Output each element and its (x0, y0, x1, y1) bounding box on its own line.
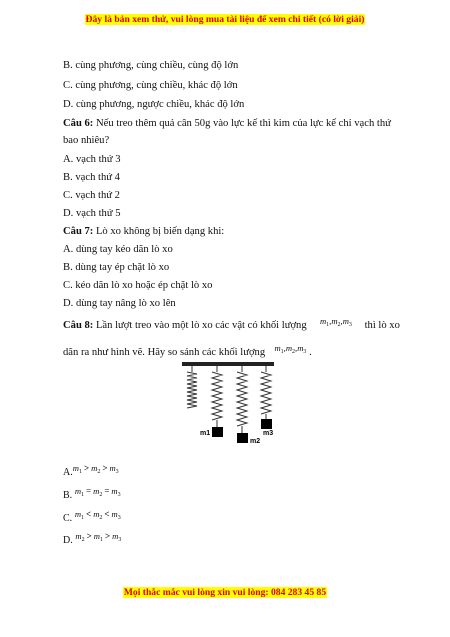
q7-option-b: B. dùng tay ép chặt lò xo (63, 262, 170, 273)
mass-m3-block (261, 419, 272, 429)
q8-masses-1: m1,m2,m3 (319, 316, 352, 328)
contact-footer: Mọi thắc mắc vui lòng xin vui lòng: 084 283 45 85 (123, 587, 327, 598)
q8-option-b: B. $m_1 = m_2 = m_3$ (63, 486, 121, 501)
q8-text-line2: dãn ra như hình vẽ. Hãy so sánh các khối lượng $^{m_1,m_2,m_3}$ . (63, 343, 312, 358)
mass-m2-block (237, 433, 248, 443)
q6-text-line1: Câu 6: Nếu treo thêm quả cân 50g vào lực kế thì kim của lực kế chỉ vạch thứ (63, 118, 391, 129)
q5-option-c: C. cùng phương, cùng chiều, khác độ lớn (63, 80, 238, 91)
label-m3: m3 (263, 430, 274, 437)
q6-text-line2: bao nhiêu? (63, 135, 110, 146)
q8-label: Câu 8: (63, 320, 94, 331)
q6-option-a: A. vạch thứ 3 (63, 154, 121, 165)
q8-option-d: D. $m_2 > m_1 > m_3$ (63, 531, 122, 546)
q8-masses-2: m1,m2,m3 (274, 343, 307, 355)
spring-1 (187, 366, 197, 408)
q8-option-a: $A.m_1 > m_2 > m_3$ (63, 463, 119, 478)
q7-text: Câu 7: Lò xo không bị biến dạng khi: (63, 226, 225, 237)
q7-option-c: C. kéo dãn lò xo hoặc ép chặt lò xo (63, 280, 213, 291)
q6-option-d: D. vạch thứ 5 (63, 208, 121, 219)
spring-2 (212, 366, 222, 428)
mass-m1-block (212, 427, 223, 437)
label-m1: m1 (200, 430, 211, 437)
q6-option-c: C. vạch thứ 2 (63, 190, 120, 201)
q7-option-d: D. dùng tay nâng lò xo lên (63, 298, 176, 309)
q5-option-b: B. cùng phương, cùng chiều, cùng độ lớn (63, 60, 239, 71)
q7-label: Câu 7: (63, 226, 94, 237)
spring-4 (261, 366, 271, 419)
q6-label: Câu 6: (63, 118, 94, 129)
q8-option-c: C. $m_1 < m_2 < m_3$ (63, 509, 121, 524)
support-bar (182, 362, 274, 366)
label-m2: m2 (250, 438, 261, 445)
spring-3 (237, 366, 247, 433)
q6-option-b: B. vạch thứ 4 (63, 172, 120, 183)
preview-banner: Đây là bản xem thử, vui lòng mua tài liệu để xem chi tiết (có lời giải) (85, 14, 365, 25)
q7-option-a: A. dùng tay kéo dãn lò xo (63, 244, 173, 255)
q5-option-d: D. cùng phương, ngược chiều, khác độ lớn (63, 99, 245, 110)
springs-figure (178, 360, 278, 450)
q8-text-line1: Câu 8: Lần lượt treo vào một lò xo các vật có khối lượng $^{m_1,m_2,m_3}$ thì lò xo (63, 316, 400, 331)
